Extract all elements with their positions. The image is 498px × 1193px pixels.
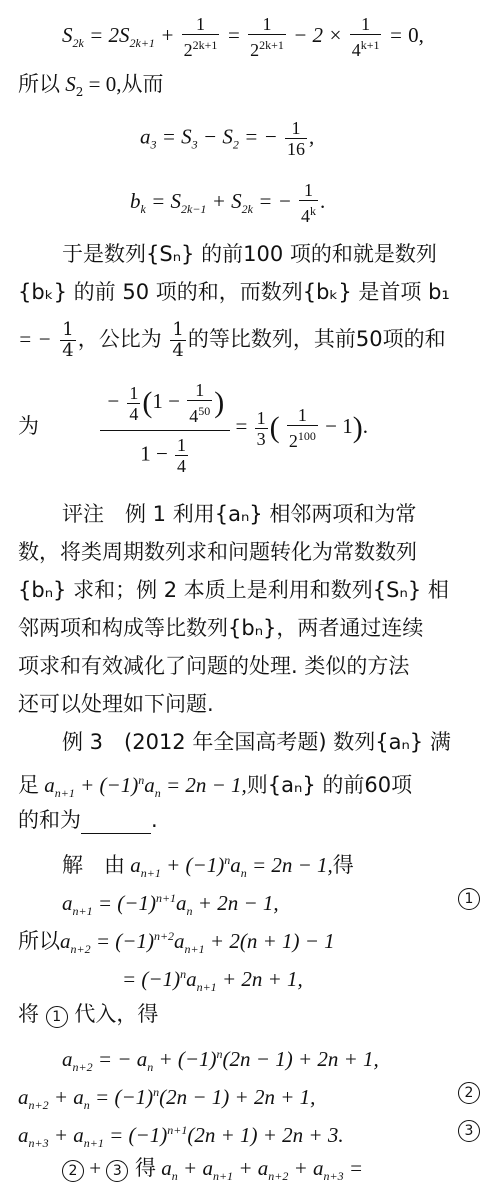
text-line: 数，将类周期数列求和问题转化为常数数列 [18, 540, 417, 564]
equation-number-2: 2 [458, 1082, 480, 1104]
text-line: 2 + 3 得 $a_n + a_{n+1} + a_{n+2} + a_{n+3}$ = [62, 1154, 363, 1190]
text-line: 项求和有效减化了问题的处理. 类似的方法 [18, 654, 410, 678]
text-line: = − $\frac{1}{4}$ ，公比为 $\frac{1}{4}$ 的等比数列，其前50项的和 [18, 319, 446, 361]
equation-line: = $(-1)^na_{n+1} + 2n + 1$, [122, 967, 303, 995]
text-line: 所以$a_{n+2} = (-1)^{n+2}a_{n+1} + 2(n + 1) - 1$ [18, 929, 335, 957]
text-line: 将 1 代入，得 [18, 1002, 159, 1026]
text-line: 解 由 $a_{n+1} + (-1)^na_n = 2n - 1$,得 [62, 853, 354, 881]
equation-s2k: $S_{2k} = 2S_{2k+1}$ + $\frac{1}{2^{2k+1}}$ = $\frac{1}{2^{2k+1}}$ − 2 × $\frac{1}{4^{k+1}}$ = 0, [62, 14, 424, 60]
answer-blank [81, 813, 151, 834]
text-line: {bₙ} 求和；例 2 本质上是利用和数列{Sₙ} 相 [18, 578, 449, 602]
text-line: 所以 $S_2 = 0$,从而 [18, 72, 164, 100]
equation-3: $a_{n+3} + a_{n+1} = (-1)^{n+1}(2n + 1) + 2n + 3$. [18, 1123, 344, 1151]
equation-line: $a_{n+2}$ = − $a_n + (-1)^n(2n - 1) + 2n + 1$, [62, 1047, 379, 1075]
text-line: {bₖ} 的前 50 项的和，而数列{bₖ} 是首项 b₁ [18, 280, 450, 304]
equation-2: $a_{n+2} + a_n = (-1)^n(2n - 1) + 2n + 1$, [18, 1085, 316, 1113]
text-line: 例 3 (2012 年全国高考题) 数列{aₙ} 满 [62, 730, 451, 754]
equation-a3: $a_3 = S_3 - S_2$ = − $\frac{1}{16}$ , [140, 118, 315, 159]
equation-1: $a_{n+1} = (-1)^{n+1}a_n + 2n - 1$, [62, 891, 279, 919]
equation-sum: − $\frac{1}{4}$ (1 − $\frac{1}{4^{50}}$ ) 1 − $\frac{1}{4}$ = $\frac{1}{3}$ ( $\frac{1}{2^{100}}$ − 1). [100, 380, 368, 476]
text-line: 邻两项和构成等比数列{bₙ}，两者通过连续 [18, 616, 424, 640]
text-line: 的和为 . [18, 808, 158, 832]
text-line: 于是数列{Sₙ} 的前100 项的和就是数列 [62, 242, 437, 266]
equation-number-1: 1 [458, 888, 480, 910]
text-line: 还可以处理如下问题. [18, 692, 214, 716]
text-line: 评注 例 1 利用{aₙ} 相邻两项和为常 [62, 502, 417, 526]
equation-number-3: 3 [458, 1120, 480, 1142]
text-line: 为 [18, 414, 39, 438]
text-line: 足 $a_{n+1} + (-1)^na_n = 2n - 1$,则{aₙ} 的前60项 [18, 773, 413, 801]
equation-bk: $b_k = S_{2k-1} + S_{2k}$ = − $\frac{1}{4^k}$ . [130, 180, 326, 226]
